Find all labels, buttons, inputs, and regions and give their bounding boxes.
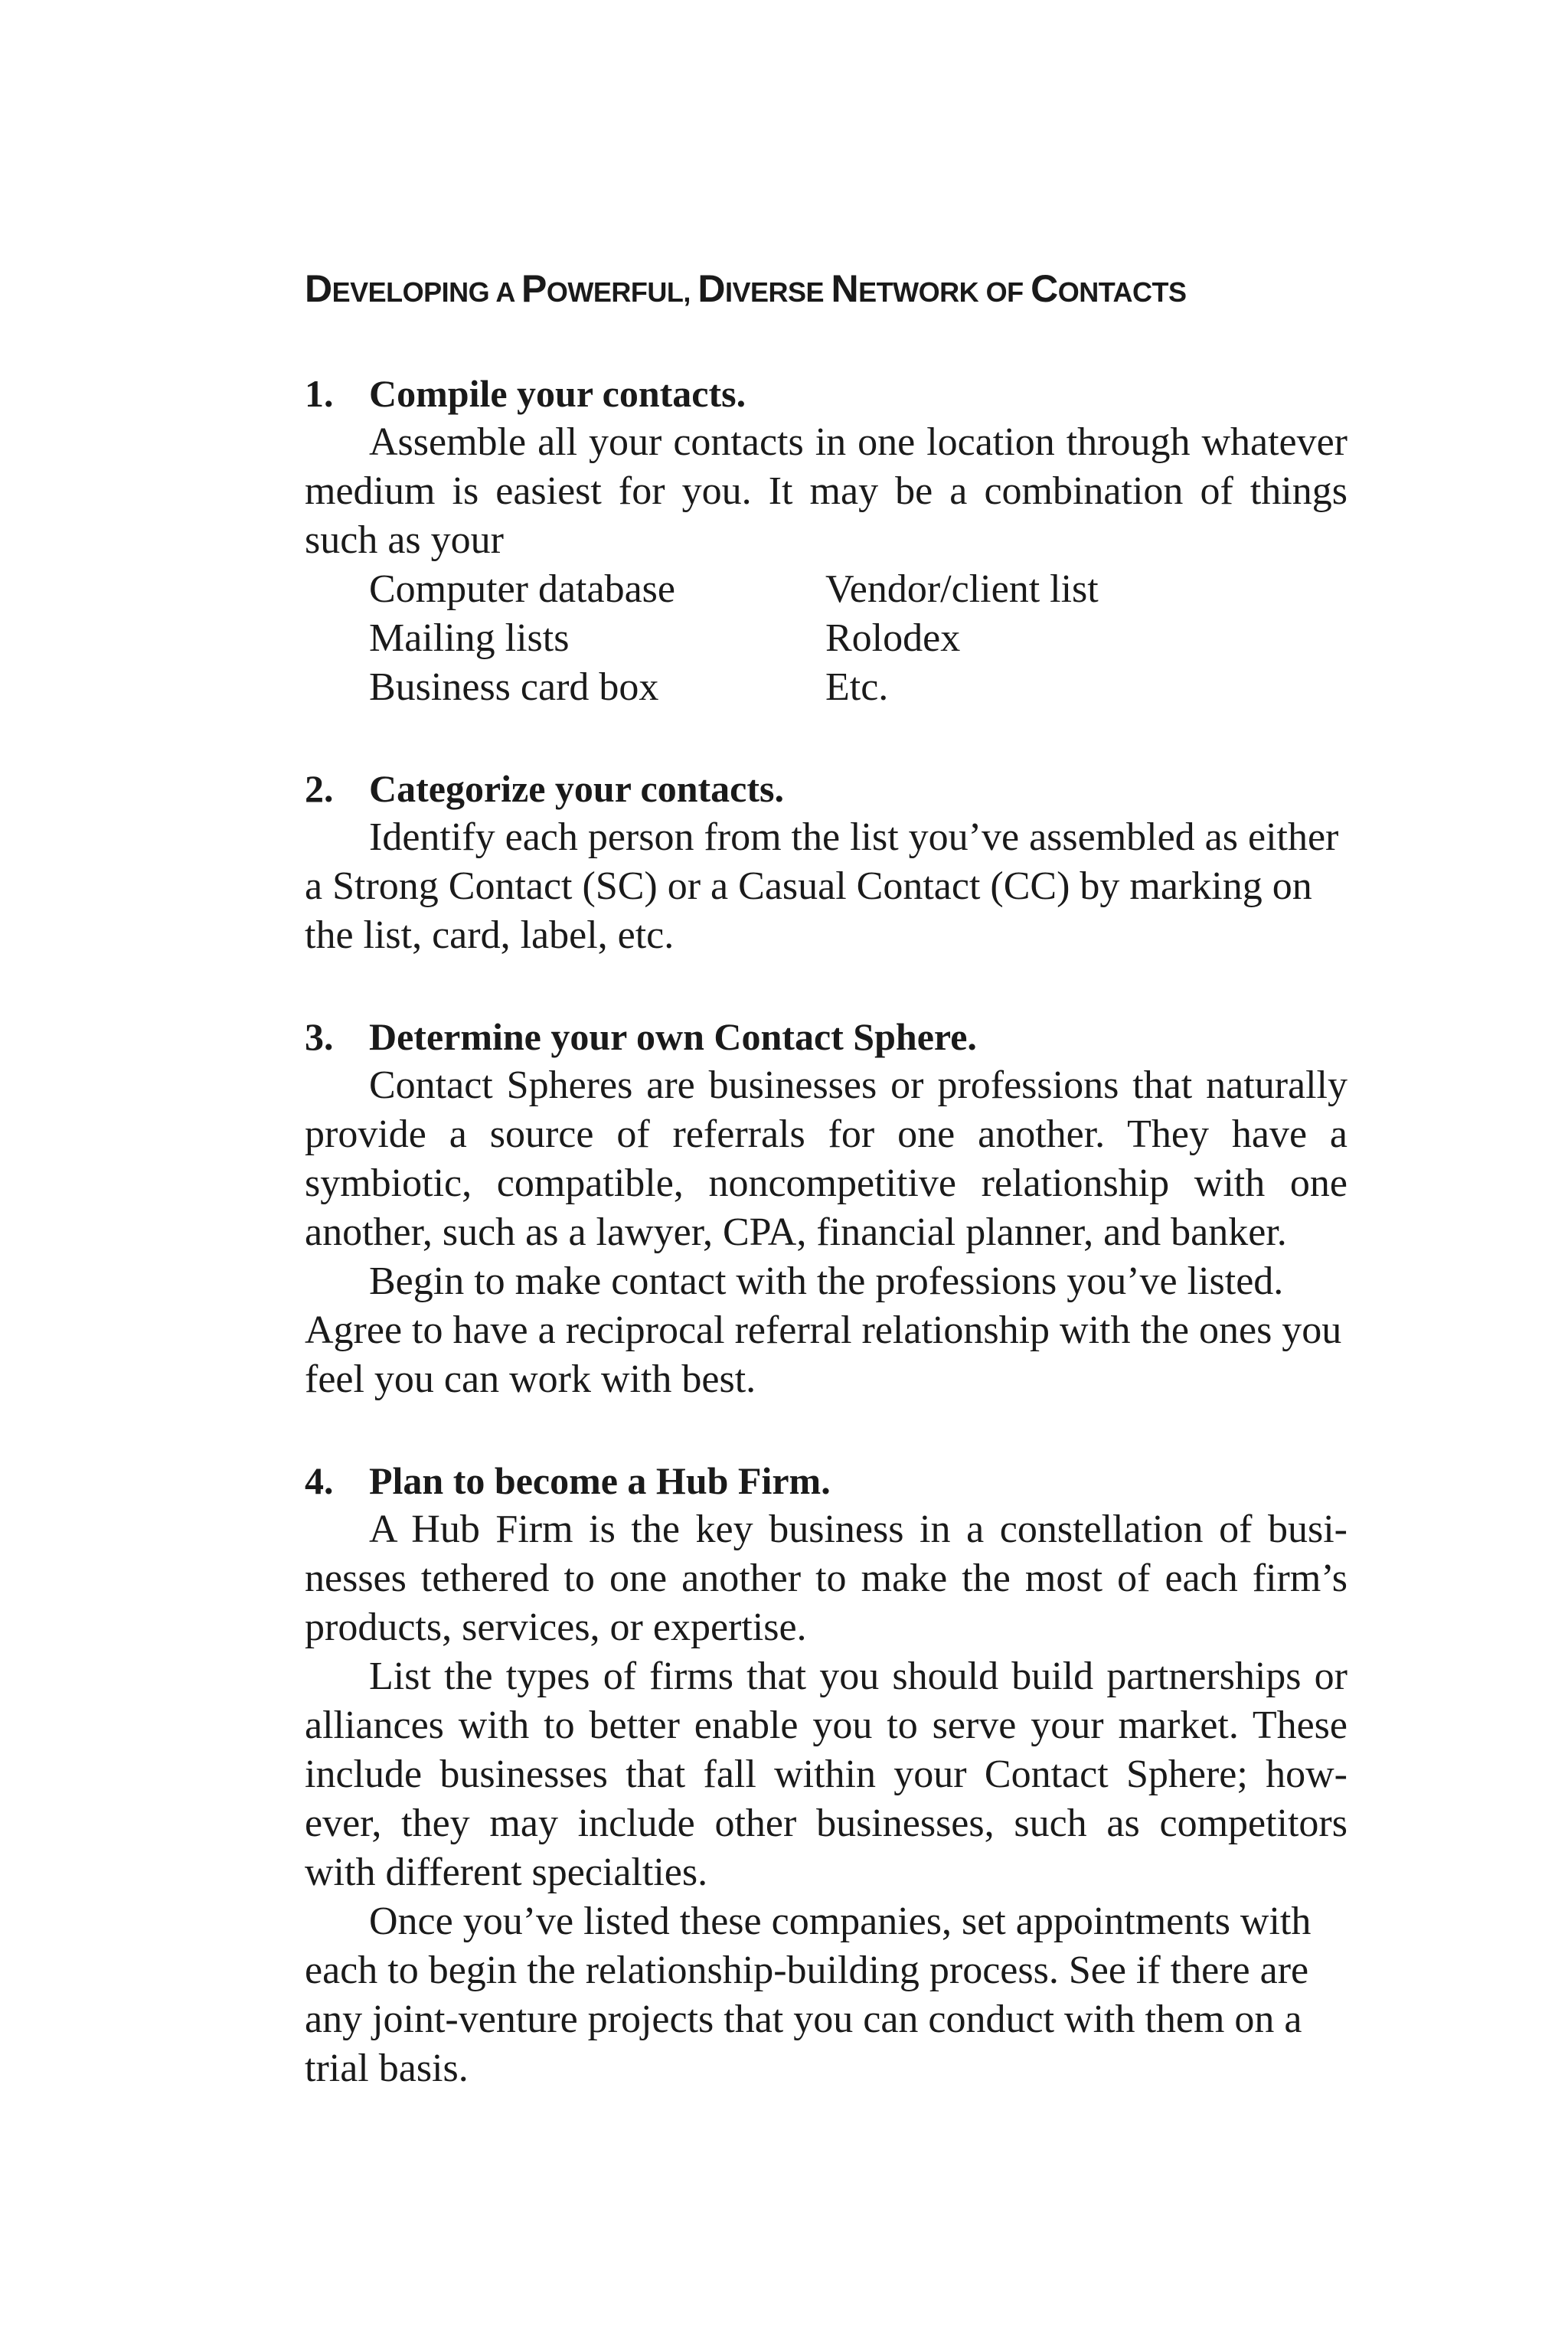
- section-compile-contacts: [305, 369, 1348, 712]
- heading-word: NETWORK OF: [831, 267, 1031, 310]
- section-title-text: Compile your contacts.: [369, 372, 746, 415]
- heading-word: DIVERSE: [697, 267, 831, 310]
- paragraph: Once you’ve listed these companies, set appointments with each to begin the relationship-building process. See if there are any joint-venture projects that you can conduct with them on a trial basis.: [305, 1900, 1312, 2090]
- section-title-text: Determine your own Contact Sphere.: [369, 1015, 977, 1058]
- section-title: [305, 1012, 1348, 1061]
- section-title-text: Plan to become a Hub Firm.: [369, 1459, 831, 1502]
- section-title: [305, 369, 1348, 418]
- section-number: 2.: [305, 767, 334, 810]
- paragraph: List the types of firms that you should build partnerships or alliances with to better enable you to serve your market. These include businesses that fall within your Contact Sphere; however, they may include other businesses, such as competitors with different specialties.: [305, 1655, 1348, 1894]
- heading-word: POWERFUL,: [521, 267, 698, 310]
- section-hub-firm: [305, 1456, 1348, 2093]
- contact-sources-list: [369, 565, 1348, 712]
- section-number: 4.: [305, 1459, 334, 1502]
- list-item: Business card box: [369, 665, 659, 709]
- paragraph: Begin to make contact with the professions you’ve listed. Agree to have a reciprocal referral relationship with the ones you feel you can work with best.: [305, 1259, 1342, 1401]
- document-page: [305, 267, 1348, 2145]
- section-contact-sphere: [305, 1012, 1348, 1404]
- paragraph: Contact Spheres are businesses or professions that naturally provide a source of referrals for one another. They have a symbiotic, compatible, noncompetitive relationship with one another, such as a lawyer, CPA, financial planner, and banker.: [305, 1063, 1348, 1254]
- list-item: Mailing lists: [369, 616, 570, 660]
- list-item: Computer database: [369, 567, 675, 611]
- section-title: [305, 764, 1348, 813]
- section-title-text: Categorize your contacts.: [369, 767, 784, 810]
- heading-word: CONTACTS: [1031, 267, 1187, 310]
- section-number: 3.: [305, 1015, 334, 1058]
- paragraph: A Hub Firm is the key business in a constellation of businesses tethered to one another to make the most of each firm’s products, services, or expertise.: [305, 1508, 1348, 1649]
- section-number: 1.: [305, 372, 334, 415]
- heading-word: DEVELOPING A: [305, 267, 521, 310]
- list-item: Vendor/client list: [825, 567, 1099, 611]
- paragraph: Assemble all your contacts in one location through whatever medium is easiest for you. It may be a combination of things such as your: [305, 420, 1348, 562]
- list-item: Etc.: [825, 665, 889, 709]
- paragraph: Identify each person from the list you’ve assembled as either a Strong Contact (SC) or a Casual Contact (CC) by marking on the list, card, label, etc.: [305, 815, 1339, 957]
- page-heading: [305, 267, 1348, 310]
- section-title: [305, 1456, 1348, 1505]
- list-item: Rolodex: [825, 616, 961, 660]
- section-categorize-contacts: [305, 764, 1348, 960]
